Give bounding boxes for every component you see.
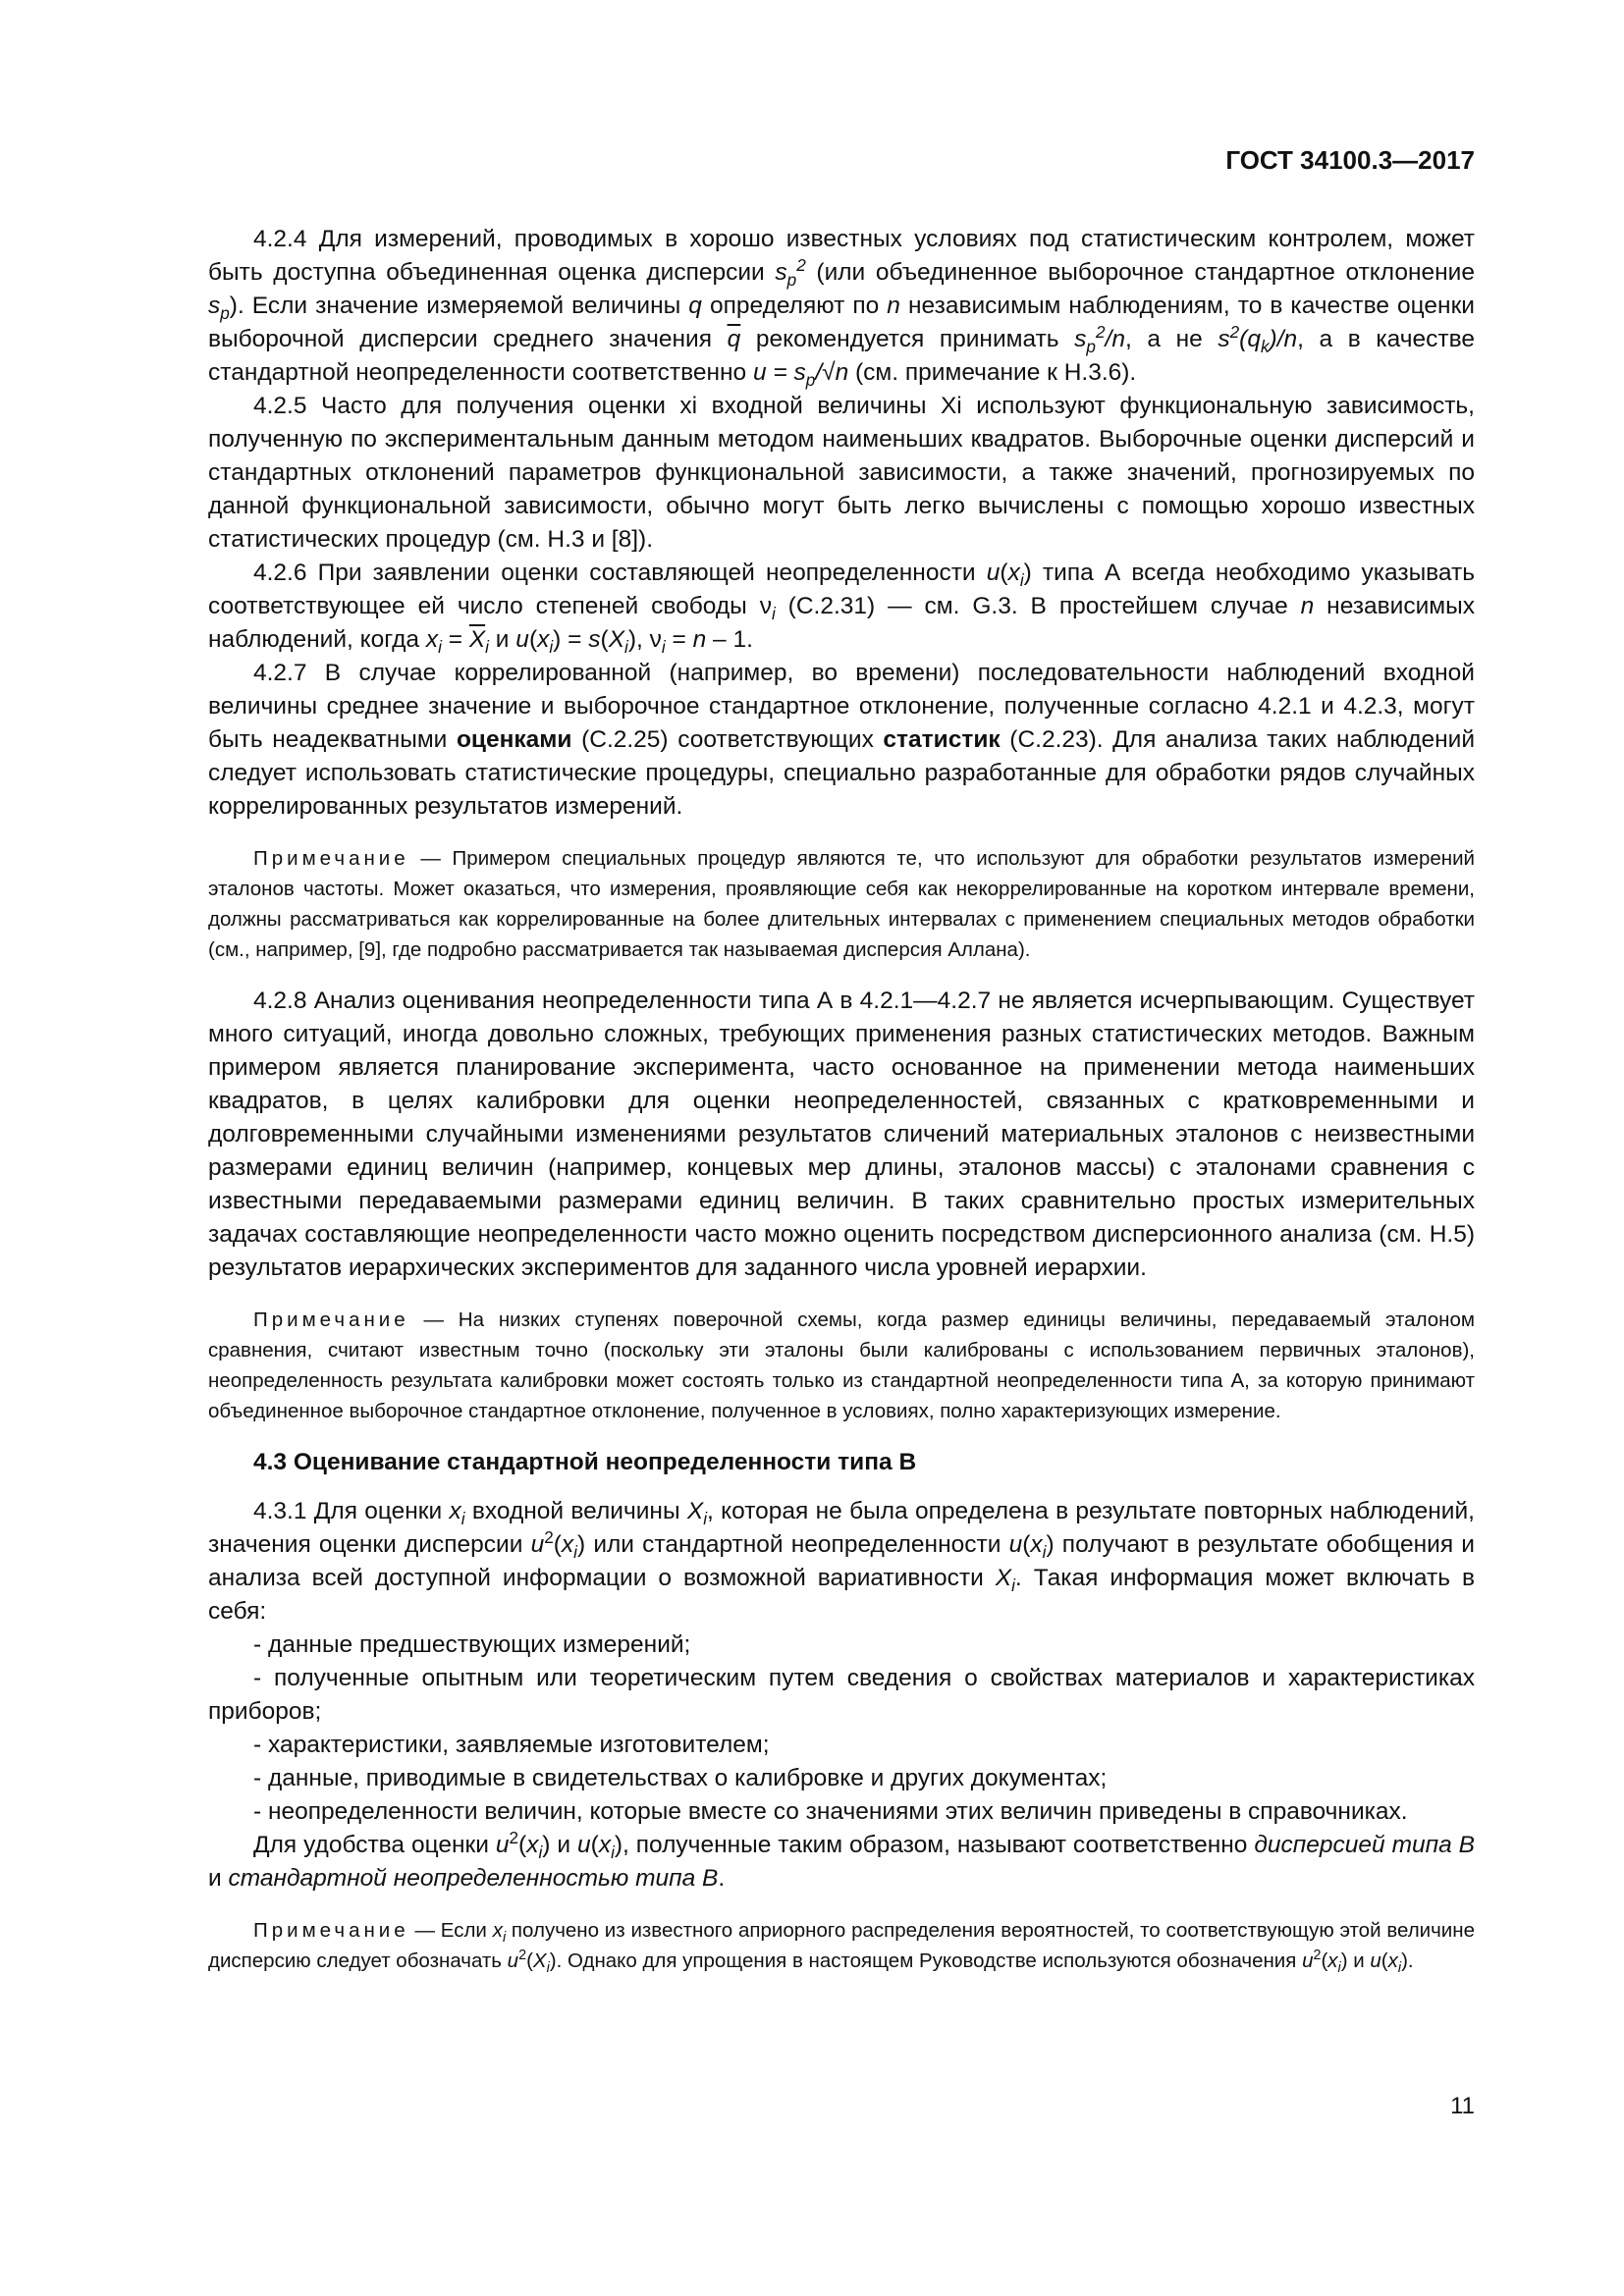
text: — На низких ступенях поверочной схемы, когда размер единицы величины, передаваемый эталоном сравнения, считают известным точно (поскольку эти эталоны были калиброваны с использованием первичных эталонов), неопределенность результата калибровки может состоять только из стандартной неопределенности типа А, за которую принимают объединенное выборочное стандартное отклонение, полученное в условиях, полно характеризующих измерение. <box>208 1308 1475 1422</box>
formula: q <box>688 293 702 319</box>
paragraph-4-2-8: 4.2.8 Анализ оценивания неопределенности типа А в 4.2.1—4.2.7 не является исчерпывающим. Существует много ситуаций, иногда довольно сложных, требующих применения разных статистических методов. Важным примером является планирование эксперимента, часто основанное на применении метода наименьших квадратов, в целях калибровки для оценки неопределенностей, связанных с кратковременными и долговременными случайными изменениями результатов сличений материальных эталонов с неизвестными размерами единиц величин (например, концевых мер длины, эталонов массы) с эталонами сравнения с известными передаваемыми размерами единиц величин. В таких сравнительно простых измерительных задачах составляющие неопределенности часто можно оценить посредством дисперсионного анализа (см. Н.5) результатов иерархических экспериментов для заданного числа уровней иерархии. <box>208 988 1475 1281</box>
text: определяют по <box>701 293 888 319</box>
text: , а в качестве стандартной неопределенности соответственно <box>208 326 1475 386</box>
paragraph-4-3-1 <box>208 1495 1475 1629</box>
text: входной величины <box>464 1498 687 1524</box>
paragraph-4-2-6: 4.2.6 При заявлении оценки составляющей неопределенности $u(x_i)$ типа А всегда необходимо указывать соответствующее ей число степеней свободы $\nu_i$ (С.2.31) — см. G.3. В простейшем случае n независимых наблюдений, когда $x_i = \overline{X}_i$ и $u(x_i) = s(X_i)$, $\nu_i = n - 1$. <box>208 560 1476 657</box>
text: 4.2.4 Для измерений, проводимых в хорошо известных условиях под статистическим контролем, может быть доступна объединенная оценка дисперсии <box>208 226 1475 286</box>
formula: n <box>1300 593 1315 619</box>
paragraph-convention: Для удобства оценки $u^2(x_i)$ и $u(x_i)$, полученные таким образом, называют соответственно дисперсией типа В и стандартной неопределенностью типа В. <box>208 1827 1475 1892</box>
text: (или объединенное выборочное стандартное отклонение <box>805 259 1475 286</box>
formula: $u^2(x_i)$ и $u(x_i)$. <box>1302 1948 1414 1977</box>
term-italic: стандартной неопределенностью типа В <box>228 1865 719 1892</box>
list-item: - данные, приводимые в свидетельствах о калибровке и других документах; <box>253 1765 1108 1791</box>
formula: $x_i$ <box>492 1919 507 1947</box>
text: — Примером специальных процедур являются те, что используют для обработки результатов измерений эталонов частоты. Может оказаться, что измерения, проявляющие себя как некоррелированные на коротком интервале времени, должны рассматриваться как коррелированные на более длительных интервалах с применением специальных методов обработки (см., например, [9], где подробно рассматривается так называемая дисперсия Аллана). <box>208 847 1475 961</box>
formula: $s^2(q_k)/n$ <box>1218 321 1298 356</box>
formula: n <box>887 293 900 319</box>
text: — Если <box>408 1919 493 1942</box>
formula: $s_p^2/n$ <box>1074 321 1125 356</box>
list-item: - данные предшествующих измерений; <box>253 1631 691 1658</box>
section-title: 4.3 Оценивание стандартной неопределенности типа В <box>253 1449 917 1475</box>
text: Для удобства оценки <box>253 1832 496 1858</box>
formula: $s_p^2$ <box>775 254 806 290</box>
text: . Такая информация может включать в себя: <box>208 1565 1475 1625</box>
text: независимым наблюдениям, то в качестве оценки выборочной дисперсии среднего значения <box>208 293 1475 352</box>
text: , которая не была определена в результате повторных наблюдений, значения оценки дисперсии <box>208 1498 1475 1558</box>
text: получено из известного априорного распределения вероятностей, то соответствующую этой величине дисперсию следует обозначать <box>208 1919 1475 1972</box>
formula: $x_i = \overline{X}_i$ и $u(x_i) = s(X_i)$, $\nu_i = n - 1$. <box>425 626 753 657</box>
text: (С.2.25) соответствующих <box>571 726 884 753</box>
text: (С.2.23). Для анализа таких наблюдений следует использовать статистические процедуры, специально разработанные для обработки рядов случайных коррелированных результатов измерений. <box>208 726 1476 820</box>
note-label: Примечание <box>253 1308 409 1331</box>
text: или стандартной неопределенности <box>585 1531 1009 1558</box>
text: и <box>208 1865 229 1892</box>
text: . Однако для упрощения в настоящем Руководстве используются обозначения <box>556 1949 1303 1972</box>
note-label: Примечание <box>253 1919 409 1942</box>
note-2 <box>208 1305 1475 1426</box>
formula: $X_i$ <box>686 1498 708 1528</box>
text: , полученные таким образом, называют соответственно <box>623 1832 1255 1858</box>
formula: $X_i$ <box>995 1565 1015 1595</box>
formula: $\overline{q}$ <box>727 326 741 352</box>
list-item: - полученные опытным или теоретическим путем сведения о свойствах материалов и характеристиках приборов; <box>208 1665 1475 1725</box>
paragraph-4-2-7 <box>208 657 1475 824</box>
text: ). Если значение измеряемой величины <box>229 293 689 319</box>
formula: $\nu_i$ <box>759 593 776 623</box>
text: получают в результате обобщения и анализа всей доступной информации о возможной вариативности <box>208 1531 1475 1591</box>
formula: $u^2(x_i)$ и $u(x_i)$ <box>495 1827 623 1862</box>
paragraph-4-2-5: 4.2.5 Часто для получения оценки xi входной величины Xi используют функциональную зависимость, полученную по экспериментальным данным методом наименьших квадратов. Выборочные оценки дисперсий и стандартных отклонений параметров функциональной зависимости, а также значений, прогнозируемых по данной функциональной зависимости, обычно могут быть легко вычислены с помощью хорошо известных статистических процедур (см. Н.3 и [8]). <box>208 393 1475 553</box>
formula: $s_p$ <box>208 293 230 323</box>
document-header: ГОСТ 34100.3—2017 <box>1225 145 1475 175</box>
formula: $u^2(X_i)$ <box>507 1948 557 1977</box>
term-italic: дисперсией типа В <box>1254 1832 1475 1858</box>
formula: $u^2(x_i)$ <box>530 1526 586 1562</box>
page-number: 11 <box>1450 2093 1475 2119</box>
list-item: - неопределенности величин, которые вместе со значениями этих величин приведены в справочниках. <box>253 1798 1408 1825</box>
formula: $u(x_i)$ <box>1008 1531 1055 1562</box>
term-bold: оценками <box>456 726 572 753</box>
text: (см. примечание к Н.3.6). <box>848 359 1137 386</box>
text: 4.3.1 Для оценки <box>253 1498 450 1524</box>
term-bold: статистик <box>883 726 1001 753</box>
note-1 <box>208 843 1475 965</box>
text: (С.2.31) — см. G.3. В простейшем случае <box>775 593 1301 619</box>
formula: $u = s_p/√n$ <box>752 359 849 390</box>
text: независимых наблюдений, когда <box>208 593 1476 653</box>
list-item: - характеристики, заявляемые изготовителем; <box>253 1732 770 1758</box>
text: 4.2.7 В случае коррелированной (например, во времени) последовательности наблюдений входной величины среднее значение и выборочное стандартное отклонение, полученные согласно 4.2.1 и 4.2.3, могут быть неадекватными <box>208 660 1475 753</box>
formula: u <box>986 560 1001 586</box>
note-3 <box>208 1915 1475 1976</box>
text: , а не <box>1124 326 1218 352</box>
text: типа А всегда необходимо указывать соответствующее ей число степеней свободы <box>208 560 1475 619</box>
document-body <box>208 223 1475 1996</box>
text: 4.2.6 При заявлении оценки составляющей неопределенности <box>253 560 987 586</box>
note-label: Примечание <box>253 847 409 870</box>
formula: $x_i$ <box>449 1498 465 1528</box>
paragraph-4-2-4 <box>208 223 1475 390</box>
text: рекомендуется принимать <box>740 326 1075 352</box>
